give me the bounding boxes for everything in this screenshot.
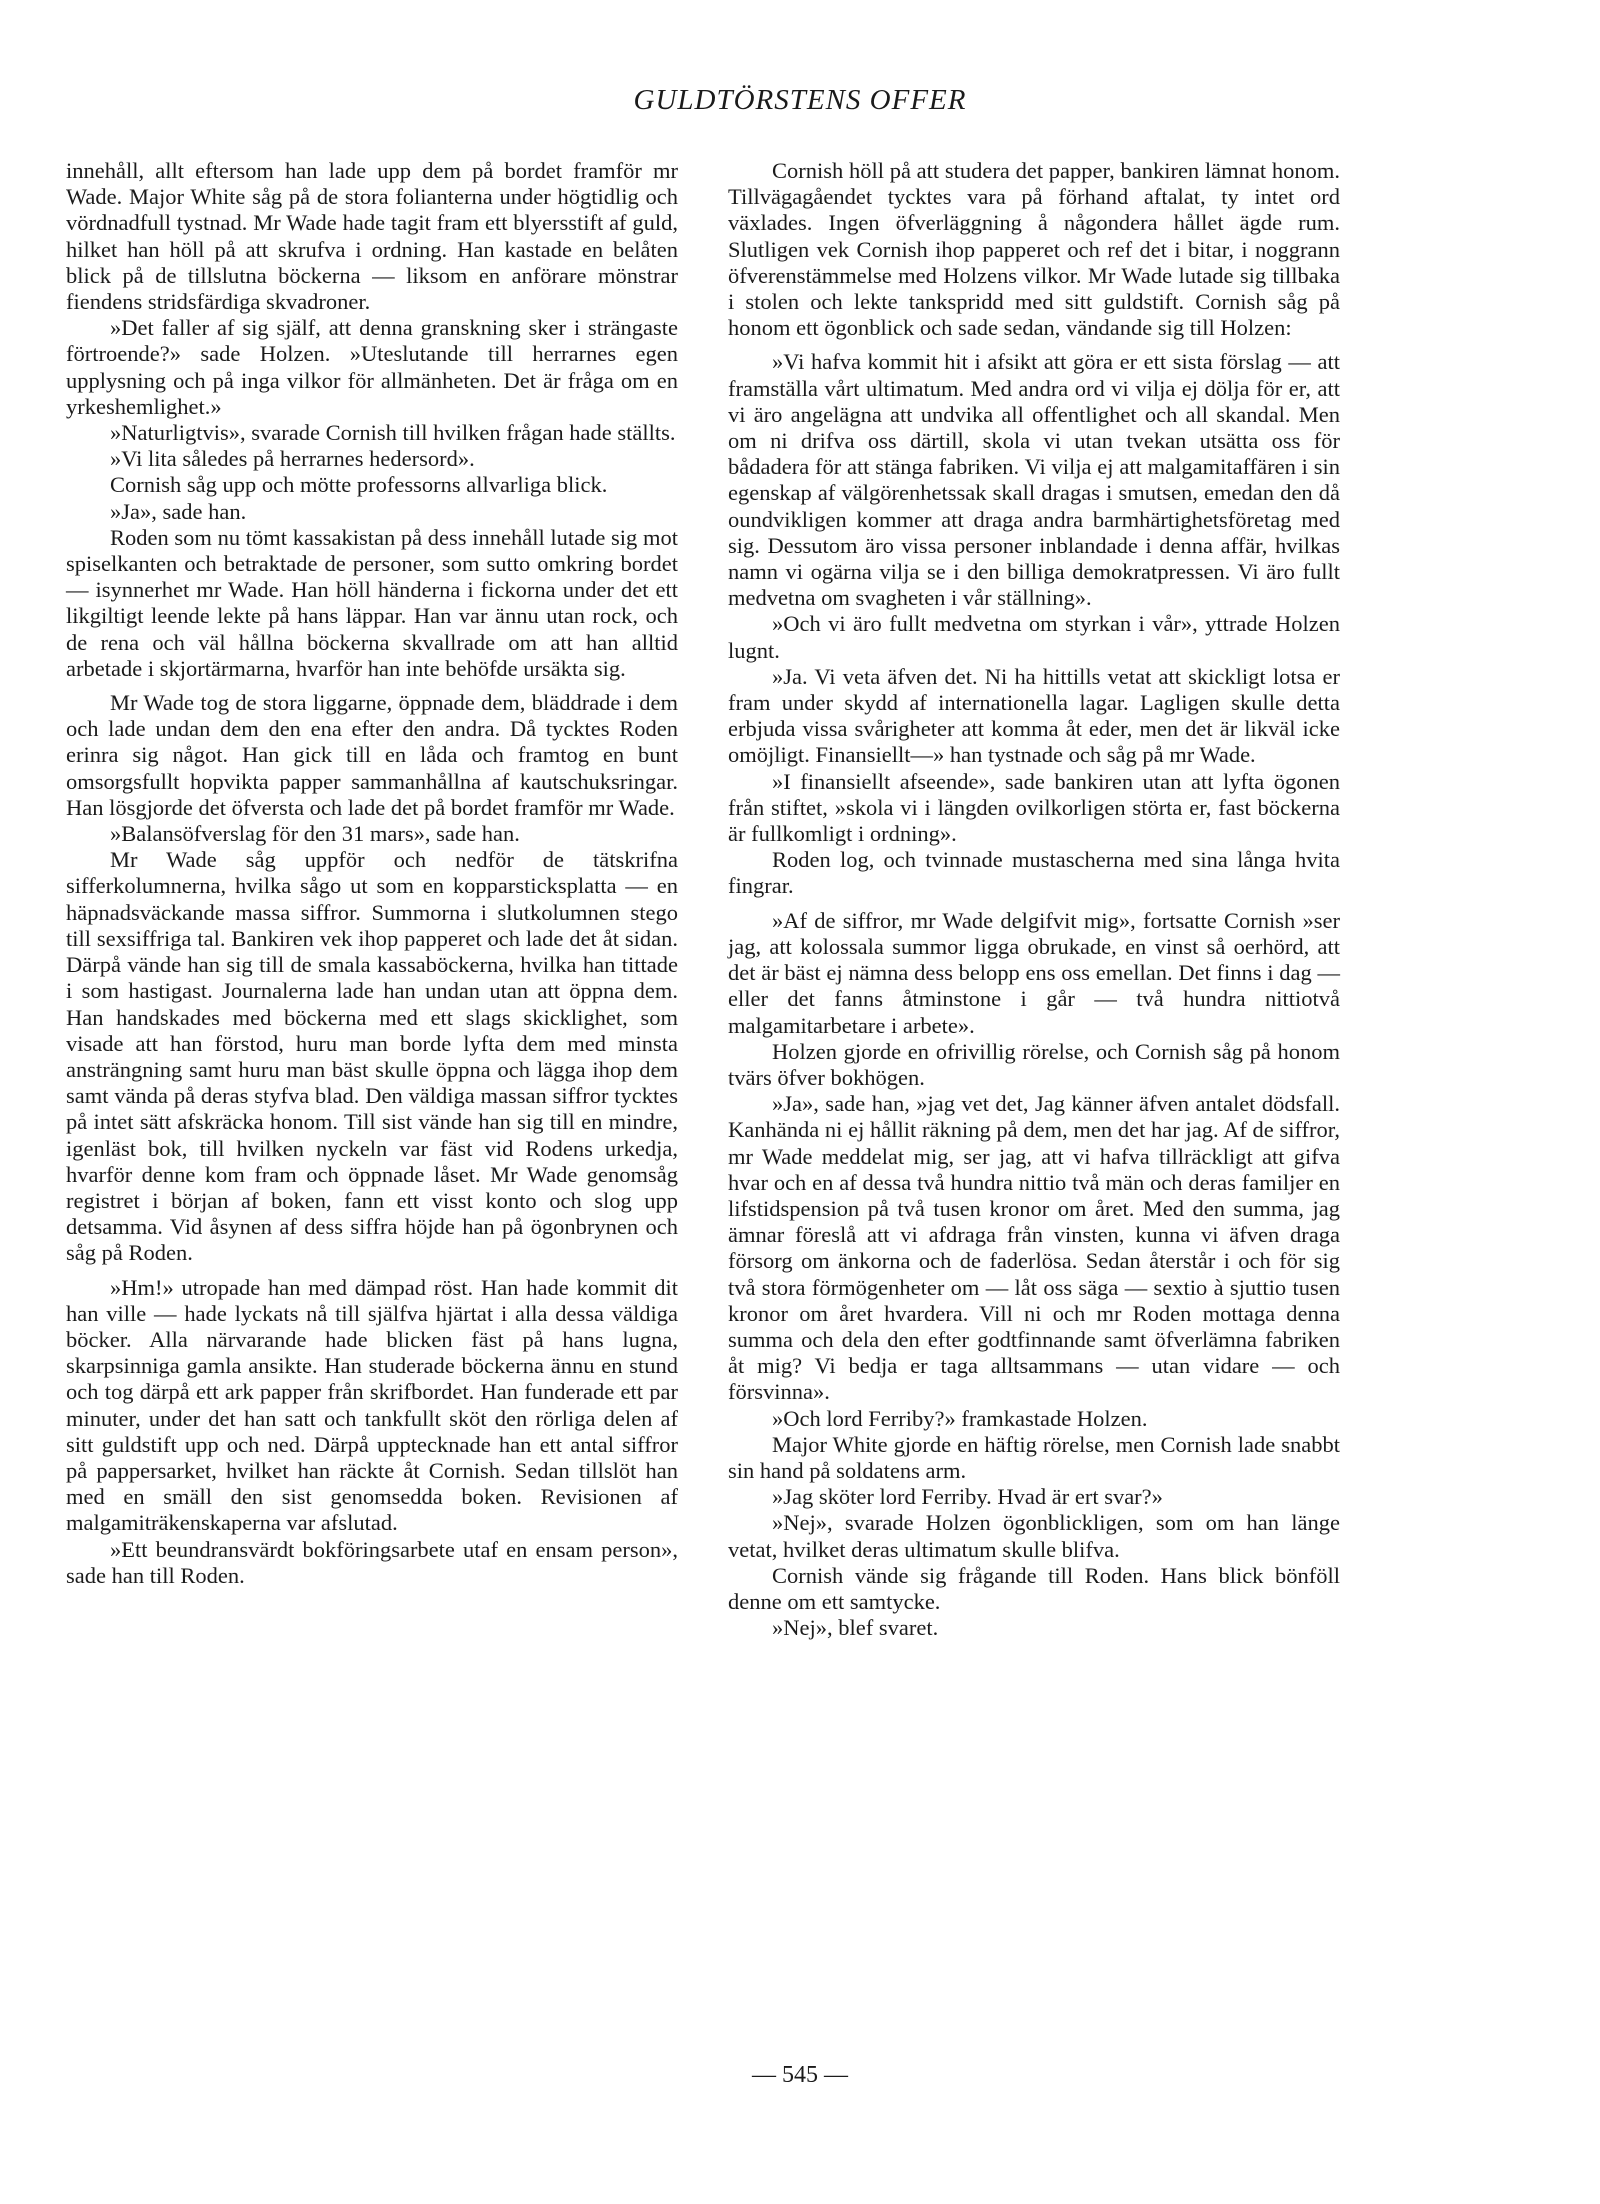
paragraph: Roden som nu tömt kassakistan på dess innehåll lutade sig mot spiselkanten och betraktade de personer, som sutto omkring bordet — isynnerhet mr Wade. Han höll händerna i fickorna under det ett likgiltigt leende lekte på hans läppar. Han var ännu utan rock, och de rena och väl hållna böckerna skvallrade om att han alltid arbetade i skjortärmarna, hvarför han inte behöfde ursäkta sig.	[66, 524, 678, 681]
paragraph: »Jag sköter lord Ferriby. Hvad är ert svar?»	[772, 1484, 1163, 1510]
paragraph: »Och lord Ferriby?» framkastade Holzen.	[772, 1405, 1148, 1431]
paragraph: Holzen gjorde en ofrivillig rörelse, och Cornish såg på honom tvärs öfver bokhögen.	[728, 1038, 1340, 1090]
paragraph: »Nej», blef svaret.	[772, 1615, 939, 1641]
paragraph: Cornish såg upp och mötte professorns allvarliga blick.	[110, 472, 608, 498]
paragraph: Cornish höll på att studera det papper, bankiren lämnat honom. Tillvägagåendet tycktes vara på förhand aftalat, ty intet ord växlades. Ingen öfverläggning å någondera hållet ägde rum. Slutligen vek Cornish ihop papperet och ref det i bitar, i noggrann öfverenstämmelse med Holzens vilkor. Mr Wade lutade sig tillbaka i stolen och lekte tankspridd med sitt guldstift. Cornish såg på honom ett ögonblick och sade sedan, vändande sig till Holzen:	[728, 158, 1340, 341]
paragraph: »Ja», sade han, »jag vet det, Jag känner äfven antalet dödsfall. Kanhända ni ej hållit räkning på dem, men det har jag. Af de siffror, mr Wade meddelat mig, ser jag, att vi hafva tillräckligt att gifva hvar och en af dessa två hundra nittio två män och deras familjer en lifstidspension på två tusen kronor om året. Med den summa, jag ämnar föreslå att vi afdraga från vinsten, kunna vi äfven draga försorg om änkorna och de faderlösa. Sedan återstår i och för sig två stora förmögenheter om — låt oss säga — sextio à sjuttio tusen kronor om året hvardera. Vill ni och mr Roden mottaga denna summa och dela den efter godtfinnande samt öfverlämna fabriken åt mig? Vi bedja er taga alltsammans — utan vidare — och försvinna».	[728, 1091, 1340, 1405]
paragraph: »Det faller af sig själf, att denna granskning sker i strängaste förtroende?» sade Holzen. »Uteslutande till herrarnes egen upplysning och på inga vilkor för allmänheten. Det är fråga om en yrkeshemlighet.»	[66, 315, 678, 419]
page-number: — 545 —	[752, 2062, 848, 2088]
text-column-right	[728, 158, 1340, 1641]
paragraph: »Ja. Vi veta äfven det. Ni ha hittills vetat att skickligt lotsa er fram under skydd af internationella lagar. Lagligen skulle detta erbjuda vissa svårigheter att komma åt eder, men det är likväl icke omöjligt. Finansiellt—» han tystnade och såg på mr Wade.	[728, 663, 1340, 768]
text-column-left	[66, 158, 678, 1589]
paragraph: »Nej», svarade Holzen ögonblickligen, som om han länge vetat, hvilket deras ultimatum skulle blifva.	[728, 1510, 1340, 1562]
page-title: GULDTÖRSTENS OFFER	[633, 84, 967, 116]
paragraph: Roden log, och tvinnade mustascherna med sina långa hvita fingrar.	[728, 847, 1340, 899]
paragraph: Major White gjorde en häftig rörelse, men Cornish lade snabbt sin hand på soldatens arm.	[728, 1431, 1340, 1483]
paragraph: »Af de siffror, mr Wade delgifvit mig», fortsatte Cornish »ser jag, att kolossala summor ligga obrukade, en vinst så oerhörd, att det är bäst ej nämna dess belopp ens oss emellan. Det finns i dag — eller det fanns åtminstone i går — två hundra nittiotvå malgamitarbetare i arbete».	[728, 907, 1340, 1038]
paragraph: »Ett beundransvärdt bokföringsarbete utaf en ensam person», sade han till Roden.	[66, 1536, 678, 1588]
paragraph: »Naturligtvis», svarade Cornish till hvilken frågan hade ställts.	[110, 420, 676, 446]
paragraph: »Hm!» utropade han med dämpad röst. Han hade kommit dit han ville — hade lyckats nå till själfva hjärtat i alla dessa väldiga böcker. Alla närvarande hade blicken fäst på hans lugna, skarpsinniga gamla ansikte. Han studerade böckerna ännu en stund och tog därpå ett ark papper från skrifbordet. Han funderade ett par minuter, under det han satt och tankfullt sköt den rörliga delen af sitt guldstift upp och ned. Därpå upptecknade han ett antal siffror på pappersarket, hvilket han räckte åt Cornish. Sedan tillslöt han med en smäll den sist genomsedda boken. Revisionen af malgamiträkenskaperna var afslutad.	[66, 1274, 678, 1536]
paragraph: innehåll, allt eftersom han lade upp dem på bordet framför mr Wade. Major White såg på de stora folianterna under högtidlig och vördnadfull tystnad. Mr Wade hade tagit fram ett blyersstift af guld, hilket han höll på att skrufva i ordning. Han kastade en belåten blick på de tillslutna böckerna — liksom en anförare mönstrar fiendens stridsfärdiga skvadroner.	[66, 158, 678, 315]
paragraph: »Vi lita således på herrarnes hedersord».	[110, 446, 475, 472]
paragraph: Cornish vände sig frågande till Roden. Hans blick bönföll denne om ett samtycke.	[728, 1562, 1340, 1614]
paragraph: »Balansöfverslag för den 31 mars», sade han.	[110, 821, 520, 847]
paragraph: »I finansiellt afseende», sade bankiren utan att lyfta ögonen från stiftet, »skola vi i längden ovilkorligen störta er, fast böckerna är fullkomligt i ordning».	[728, 768, 1340, 847]
paragraph: Mr Wade tog de stora liggarne, öppnade dem, bläddrade i dem och lade undan dem den ena efter den andra. Då tycktes Roden erinra sig något. Han gick till en låda och framtog en bunt omsorgsfullt hopvikta papper sammanhållna af kautschuksringar. Han lösgjorde det öfversta och lade det på bordet framför mr Wade.	[66, 690, 678, 820]
paragraph: »Vi hafva kommit hit i afsikt att göra er ett sista förslag — att framställa vårt ultimatum. Med andra ord vi vilja ej dölja för er, att vi äro angelägna att undvika all offentlighet och all skandal. Men om ni drifva oss därtill, skola vi utan tvekan utsätta oss för bådadera för att stänga fabriken. Vi vilja ej att malgamitaffären i sin egenskap af välgörenhetssak skall dragas i smutsen, emedan den då oundvikligen kommer att draga andra barmhärtighetsföretag med sig. Dessutom äro vissa personer inblandade i denna affär, hvilkas namn vi ogärna vilja se i den billiga demokratpressen. Vi äro fullt medvetna om svagheten i vår ställning».	[728, 349, 1340, 611]
paragraph: »Och vi äro fullt medvetna om styrkan i vår», yttrade Holzen lugnt.	[728, 611, 1340, 663]
paragraph: »Ja», sade han.	[110, 498, 247, 524]
paragraph: Mr Wade såg uppför och nedför de tätskrifna sifferkolumnerna, hvilka sågo ut som en kopparsticksplatta — en häpnadsväckande massa siffror. Summorna i slutkolumnen stego till sexsiffriga tal. Bankiren vek ihop papperet och lade det åt sidan. Därpå vände han sig till de smala kassaböckerna, hvilka han tittade i som hastigast. Journalerna lade han undan utan att öppna dem. Han handskades med böckerna med ett slags skicklighet, som visade att han förstod, huru man borde lyfta dem med minsta ansträngning samt huru man bäst skulle öppna och lägga ihop dem samt vända på deras styfva blad. Den väldiga massan siffror tycktes på intet sätt afskräcka honom. Till sist vände han sig till en mindre, igenläst bok, till hvilken nyckeln var fäst vid Rodens urkedja, hvarför denne kom fram och öppnade låset. Mr Wade genomsåg registret i början af boken, fann ett visst konto och slog upp detsamma. Vid åsynen af dess siffra höjde han på ögonbrynen och såg på Roden.	[66, 847, 678, 1266]
